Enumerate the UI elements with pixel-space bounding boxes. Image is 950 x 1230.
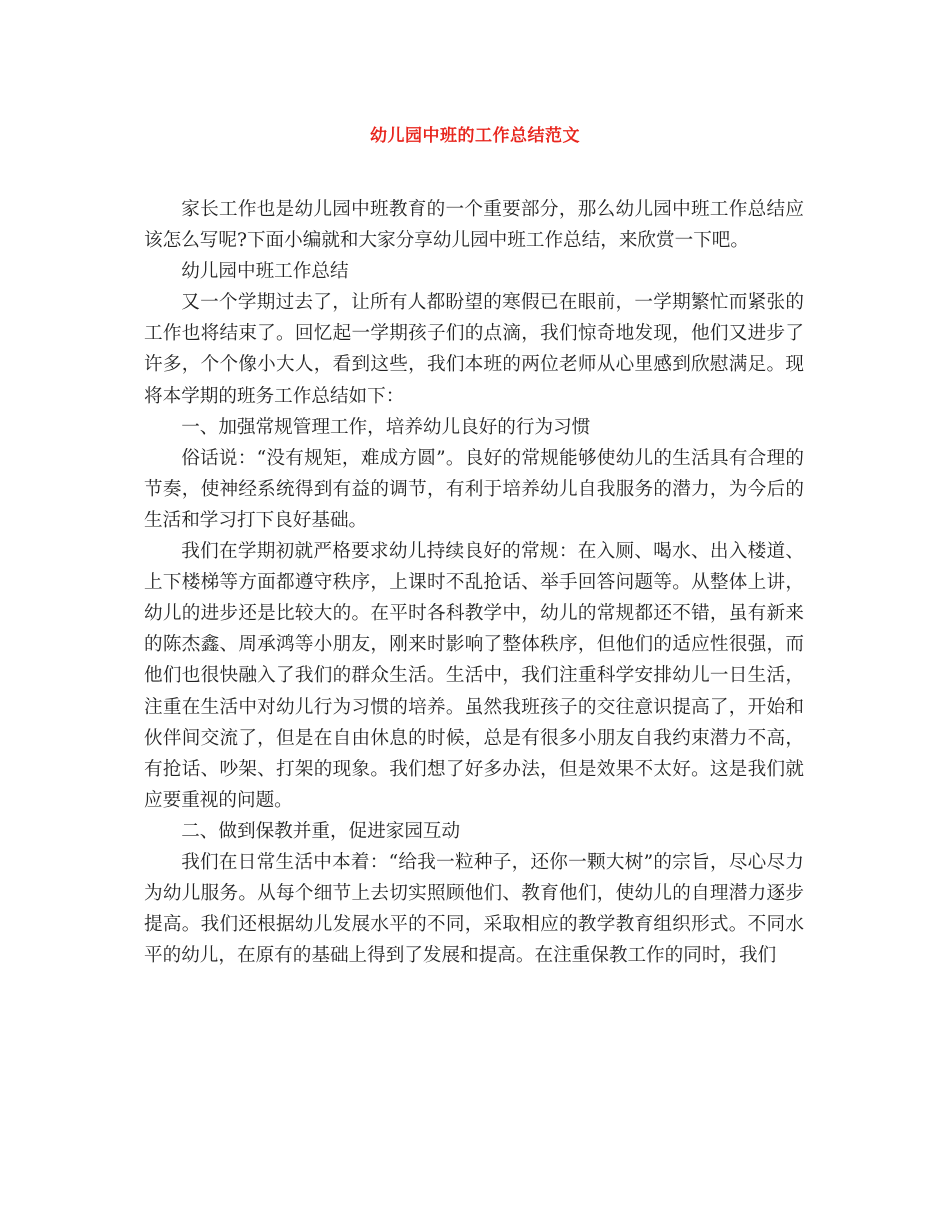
paragraph-care: 我们在日常生活中本着：“给我一粒种子，还你一颗大树”的宗旨，尽心尽力为幼儿服务。从每个细节上去切实照顾他们、教育他们，使幼儿的自理潜力逐步提高。我们还根据幼儿发展水平的不同，采取相应的教学教育组织形式。不同水平的幼儿，在原有的基础上得到了发展和提高。在注重保教工作的同时，我们 [144, 851, 804, 967]
paragraph-intro: 家长工作也是幼儿园中班教育的一个重要部分，那么幼儿园中班工作总结应该怎么写呢?下面小编就和大家分享幼儿园中班工作总结，来欣赏一下吧。 [144, 199, 804, 252]
paragraph-proverb: 俗话说：“没有规矩，难成方圆”。良好的常规能够使幼儿的生活具有合理的节奏，使神经系统得到有益的调节，有利于培养幼儿自我服务的潜力，为今后的生活和学习打下良好基础。 [144, 447, 804, 531]
paragraph-opening: 又一个学期过去了，让所有人都盼望的寒假已在眼前，一学期繁忙而紧张的工作也将结束了。回忆起一学期孩子们的点滴，我们惊奇地发现，他们又进步了许多，个个像小大人，看到这些，我们本班的两位老师从心里感到欣慰满足。现将本学期的班务工作总结如下： [144, 292, 804, 407]
document-title: 幼儿园中班的工作总结范文 [370, 126, 580, 146]
paragraph-routine: 我们在学期初就严格要求幼儿持续良好的常规：在入厕、喝水、出入楼道、上下楼梯等方面都遵守秩序，上课时不乱抢话、举手回答问题等。从整体上讲，幼儿的进步还是比较大的。在平时各科教学中，幼儿的常规都还不错，虽有新来的陈杰鑫、周承鸿等小朋友，刚来时影响了整体秩序，但他们的适应性很强，而他们也很快融入了我们的群众生活。生活中，我们注重科学安排幼儿一日生活，注重在生活中对幼儿行为习惯的培养。虽然我班孩子的交往意识提高了，开始和伙伴间交流了，但是在自由休息的时候，总是有很多小朋友自我约束潜力不高，有抢话、吵架、打架的现象。我们想了好多办法，但是效果不太好。这是我们就应要重视的问题。 [144, 541, 804, 811]
paragraph-subtitle: 幼儿园中班工作总结 [181, 261, 349, 283]
section-heading-1: 一、加强常规管理工作，培养幼儿良好的行为习惯 [181, 416, 591, 438]
document-body [144, 194, 804, 971]
section-heading-2: 二、做到保教并重，促进家园互动 [181, 820, 461, 842]
